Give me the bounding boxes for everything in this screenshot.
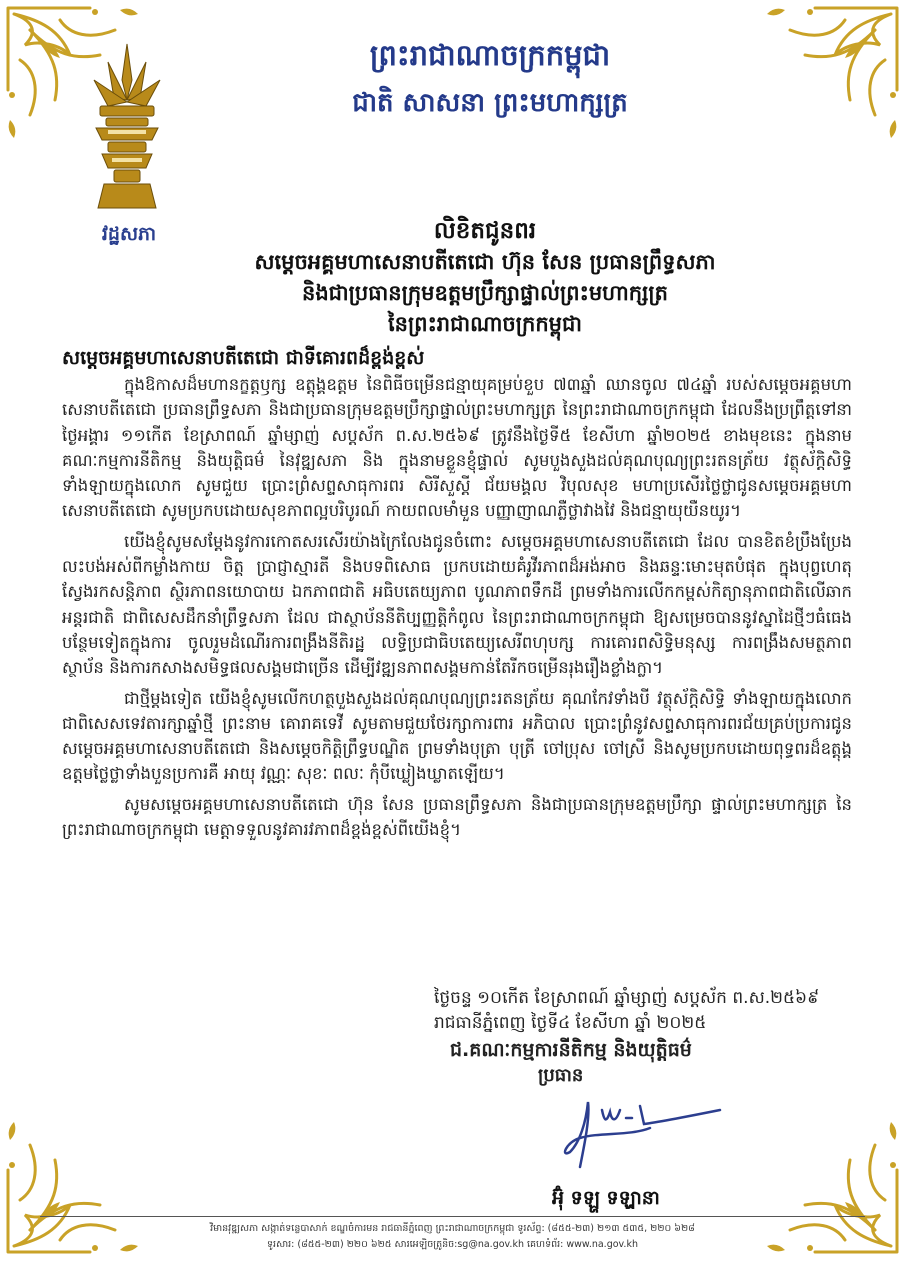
signer-name: អ៊ុំ ទឡ្ហ ទឡ្ហានា <box>552 1187 660 1209</box>
paragraph: សូមសម្តេចអគ្គមហាសេនាបតីតេជោ ហ៊ុន សែន ប្រធានព្រឹទ្ធសភា និងជាប្រធានក្រុមឧត្តមប្រឹក្សា ផ្ទាល់ព្រះមហាក្សត្រ នៃព្រះរាជាណាចក្រកម្ពុជា មេត្តាទទួលនូវគារវភាពដ៏ខ្ពង់ខ្ពស់ពីយើងខ្ញុំ។ <box>62 794 852 840</box>
kingdom-motto: ព្រះរាជាណាចក្រកម្ពុជា <box>369 38 611 72</box>
committee-name: ជ.គណៈកម្មការនីតិកម្ម និងយុត្តិធម៌ <box>450 1039 692 1061</box>
corner-ornament-top-right <box>735 0 905 170</box>
paragraph: ក្នុងឱកាសដ៏មហានក្ខត្តឫក្ស ឧត្តុង្គឧត្តម នៃពិធីចម្រើនជន្មាយុគម្រប់ខួប ៧៣ឆ្នាំ ឈានចូល ៧៤ឆ្នាំ របស់សម្តេចអគ្គមហាសេនាបតីតេជោ ប្រធានព្រឹទ្ធសភា និងជាប្រធានក្រុមឧត្តមប្រឹក្សាផ្ទាល់ព្រះមហាក្សត្រ នៃព្រះរាជាណាចក្រកម្ពុជា ដែលនឹងប្រព្រឹត្តទៅនាថ្ងៃអង្គារ ១១កើត ខែស្រាពណ៍ ឆ្នាំម្សាញ់ សប្តស័ក ព.ស.២៥៦៩ ត្រូវនឹងថ្ងៃទី៥ ខែសីហា ឆ្នាំ២០២៥ ខាងមុខនេះ ក្នុងនាមគណៈកម្មការនីតិកម្ម និងយុត្តិធម៌ នៃវុឌ្ឍសភា និង ក្នុងនាមខ្លួនខ្ញុំផ្ទាល់ សូមបួងសួងដល់គុណបុណ្យព្រះរតនត្រ័យ វត្ថុស័ក្តិសិទ្ធិទាំងឡាយក្នុងលោក សូមជួយ ប្រោះព្រំសព្ទសាធុការពរ សិរីសួស្តី ជ័យមង្គល វិបុលសុខ មហាប្រសើរថ្លៃថ្លាជូនសម្តេចអគ្គមហាសេនាបតីតេជោ សូមប្រកបដោយសុខភាពល្អបរិបូរណ៍ កាយពលមាំមួន បញ្ញាញាណភ្លឺថ្លាវាងវៃ និងជន្មាយុយឺនយូរ។ <box>62 375 852 521</box>
salutation: សម្តេចអគ្គមហាសេនាបតីតេជោ ជាទីគោរពដ៏ខ្ពង់ខ្ពស់ <box>62 347 425 369</box>
recipient-line-3: នៃព្រះរាជាណាចក្រកម្ពុជា <box>387 312 582 336</box>
recipient-line-2: និងជាប្រធានក្រុមឧត្តមប្រឹក្សាផ្ទាល់ព្រះមហាក្សត្រ <box>302 281 668 305</box>
paragraph: ជាថ្មីម្តងទៀត យើងខ្ញុំសូមលើកហត្ថបួងសួងដល់គុណបុណ្យព្រះរតនត្រ័យ គុណកែវទាំងបី វត្ថុស័ក្តិសិទ្ធិ ទាំងឡាយក្នុងលោក ជាពិសេសទេវតារក្សាឆ្នាំថ្មី ព្រះនាម គោរាគទេវី សូមតាមជួយថែរក្សាការពារ អភិបាល ប្រោះព្រំនូវសព្ទសាធុការពរជ័យគ្រប់ប្រការជូន សម្តេចអគ្គមហាសេនាបតីតេជោ និងសម្តេចកិត្តិព្រឹទ្ធបណ្ឌិត ព្រមទាំងបុត្រា បុត្រី ចៅប្រុស ចៅស្រី និងសូមប្រកបដោយពុទ្ធពរដ៏ឧត្តុង្គឧត្តមថ្លៃថ្លាទាំងបួនប្រការគឺ អាយុ វណ្ណៈ សុខៈ ពលៈ កុំបីឃ្លៀងឃ្លាតឡើយ។ <box>62 688 852 784</box>
letter-titles <box>160 216 810 340</box>
signer-role: ប្រធាន <box>538 1065 584 1086</box>
closing-block <box>430 986 850 1088</box>
nation-motto: ជាតិ សាសនា ព្រះមហាក្សត្រ <box>352 88 628 118</box>
solar-date: រាជធានីភ្នំពេញ ថ្ងៃទី៤ ខែសីហា ឆ្នាំ ២០២៥ <box>434 1013 707 1033</box>
paragraph: យើងខ្ញុំសូមសម្តែងនូវការកោតសរសើរយ៉ាងក្រៃលែងជូនចំពោះ សម្តេចអគ្គមហាសេនាបតីតេជោ ដែល បានខិតខំប្រឹងប្រែងលះបង់អស់ពីកម្លាំងកាយ ចិត្ត ប្រាជ្ញាស្មារតី និងបទពិសោធ ប្រកបដោយគំរូវីរភាពដ៏អង់អាច និងឆន្ទៈមោះមុតបំផុត ក្នុងបុព្វហេតុស្វែងរកសន្តិភាព ស្ថិរភាពនយោបាយ ឯកភាពជាតិ អធិបតេយ្យភាព បូណភាពទឹកដី ព្រមទាំងការលើកកម្ពស់កិត្យានុភាពជាតិលើឆាកអន្តរជាតិ ជាពិសេសដឹកនាំព្រឹទ្ធសភា ដែល ជាស្ថាប័ននីតិប្បញ្ញត្តិកំពូល នៃព្រះរាជាណាចក្រកម្ពុជា ឱ្យសម្រេចបាននូវស្នាដៃថ្មីៗធំធេងបន្ថែមទៀតក្នុងការ ចូលរួមដំណើរការពង្រឹងនីតិរដ្ឋ លទ្ធិប្រជាធិបតេយ្យសេរីពហុបក្ស ការគោរពសិទ្ធិមនុស្ស ការពង្រឹងសមត្ថភាព ស្ថាប័ន និងការកសាងសមិទ្ធផលសង្គមជាច្រើន ដើម្បីវឌ្ឍនភាពសង្គមកាន់តែរីកចម្រើនរុងរឿងខ្លាំងក្លា។ <box>62 531 852 678</box>
footer-contact: ទូរសារ: (៨៥៥-២៣) ២២០ ៦២៥ សារអេឡិចត្រូនិច:sg@na.gov.kh គេហទំព័រ: www.na.gov.kh <box>267 1239 638 1250</box>
letter-body <box>62 372 852 847</box>
institution-label: វដ្ឋសភា <box>101 223 157 245</box>
footer-address: វិមានវុឌ្ឍសភា សង្កាត់ទន្លេបាសាក់ ខណ្ឌចំការមន រាជធានីភ្នំពេញ ព្រះរាជាណាចក្រកម្ពុជា ទូរស័ព្ទ: (៨៥៥-២៣) ២១៣ ៥៣៥, ២២០ ៦២៨ <box>210 1223 695 1234</box>
lunar-date: ថ្ងៃចន្ទ ១០កើត ខែស្រាពណ៍ ឆ្នាំម្សាញ់ សប្តស័ក ព.ស.២៥៦៩ <box>434 988 820 1008</box>
senate-emblem-icon <box>86 40 168 212</box>
handwritten-signature-icon <box>540 1092 730 1172</box>
footer-divider <box>40 1216 865 1217</box>
document-title: លិខិតជូនពរ <box>433 218 537 244</box>
recipient-line-1: សម្តេចអគ្គមហាសេនាបតីតេជោ ហ៊ុន សែន ប្រធានព្រឹទ្ធសភា <box>254 250 716 274</box>
